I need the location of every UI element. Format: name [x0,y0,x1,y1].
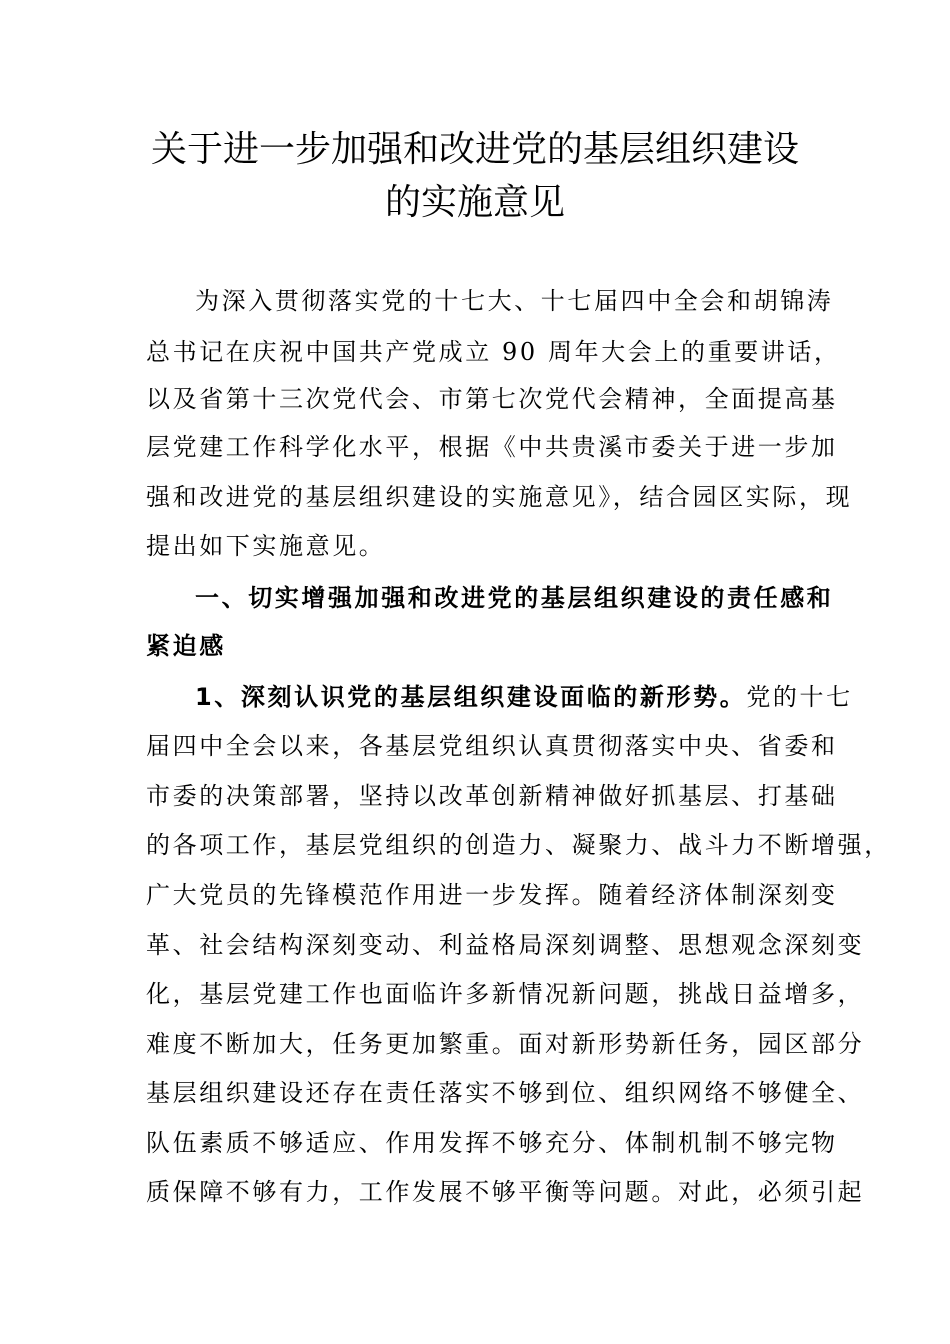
item-1-first-line [195,681,875,713]
intro-line: 提出如下实施意见。 [146,532,386,560]
item-1-line: 质保障不够有力，工作发展不够平衡等问题。对此，必须引起 [146,1178,865,1206]
intro-line: 层党建工作科学化水平，根据《中共贵溪市委关于进一步加 [146,433,838,461]
item-1-line: 广大党员的先锋模范作用进一步发挥。随着经济体制深刻变 [146,881,838,909]
item-1-line: 化，基层党建工作也面临许多新情况新问题，挑战日益增多， [146,980,865,1008]
item-1-line: 队伍素质不够适应、作用发挥不够充分、体制机制不够完物 [146,1129,838,1157]
item-1-line: 届四中全会以来，各基层党组织认真贯彻落实中央、省委和 [146,732,838,760]
document-title-line-1: 关于进一步加强和改进党的基层组织建设 [150,129,799,170]
intro-line: 总书记在庆祝中国共产党成立 90 周年大会上的重要讲话， [146,338,841,366]
item-1-line: 的各项工作，基层党组织的创造力、凝聚力、战斗力不断增强， [146,831,891,859]
intro-line: 强和改进党的基层组织建设的实施意见》，结合园区实际，现 [146,483,853,511]
section-1-heading-line-1: 一、切实增强加强和改进党的基层组织建设的责任感和 [195,584,834,612]
item-1-line: 基层组织建设还存在责任落实不够到位、组织网络不够健全、 [146,1079,865,1107]
item-1-line: 难度不断加大，任务更加繁重。面对新形势新任务，园区部分 [146,1030,865,1058]
intro-line: 以及省第十三次党代会、市第七次党代会精神，全面提高基 [146,385,838,413]
document-title-line-2: 的实施意见 [384,182,565,223]
item-1-line: 革、社会结构深刻变动、利益格局深刻调整、思想观念深刻变 [146,931,865,959]
item-1-line: 市委的决策部署，坚持以改革创新精神做好抓基层、打基础 [146,782,838,810]
item-1-first-line-rest: 党的十七 [746,683,853,711]
item-1-heading: 1、深刻认识党的基层组织建设面临的新形势。 [195,683,747,711]
section-1-heading-line-2: 紧迫感 [146,632,226,660]
intro-line: 为深入贯彻落实党的十七大、十七届四中全会和胡锦涛 [195,287,834,315]
